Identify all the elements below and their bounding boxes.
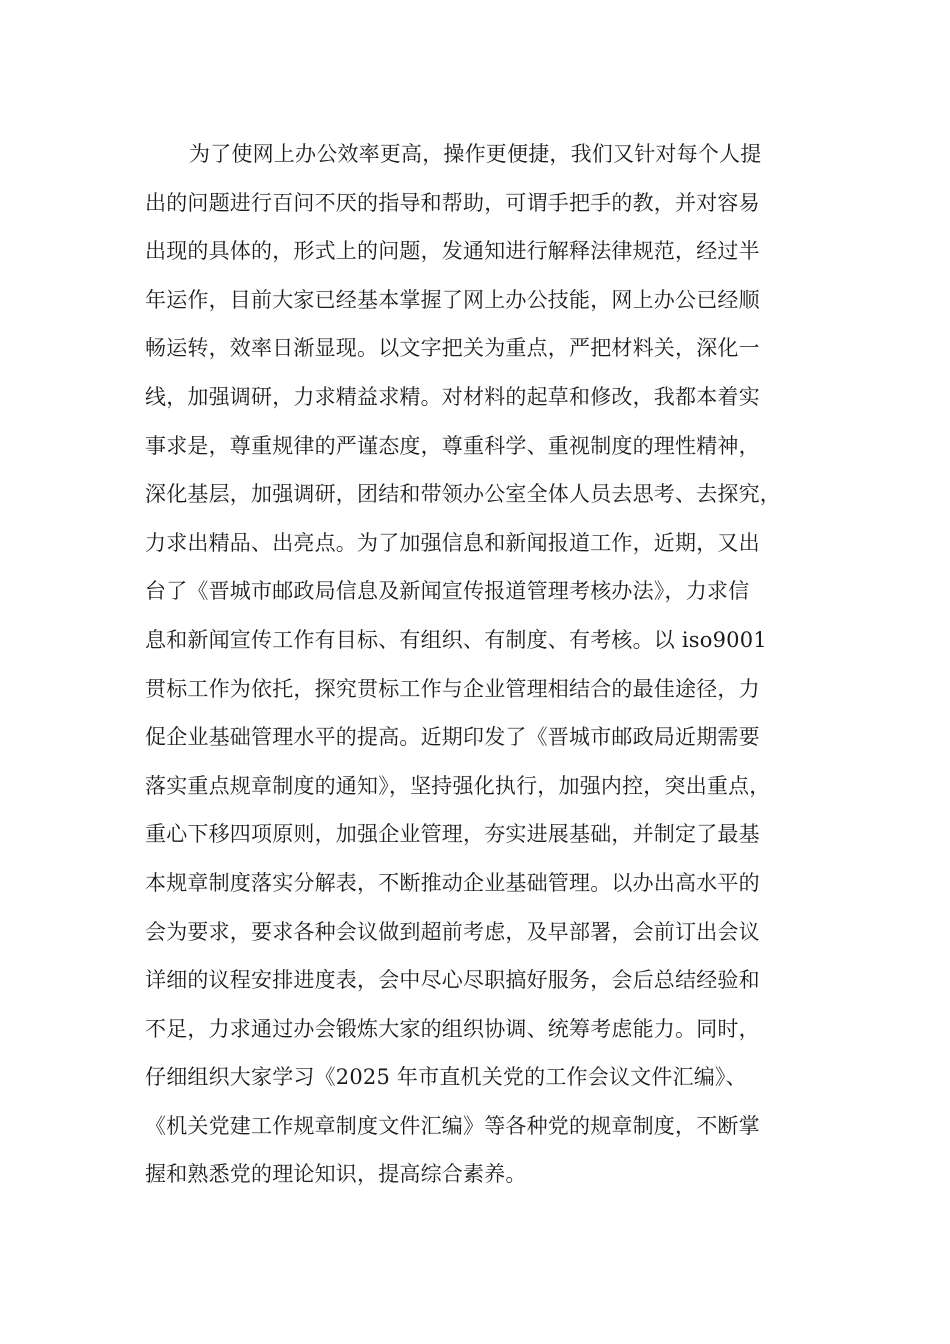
text-line: 《机关党建工作规章制度文件汇编》等各种党的规章制度，不断掌 xyxy=(145,1113,760,1138)
text-line: 息和新闻宣传工作有目标、有组织、有制度、有考核。以 iso9001 xyxy=(145,627,767,652)
text-line: 深化基层，加强调研，团结和带领办公室全体人员去思考、去探究， xyxy=(145,482,781,507)
text-line: 不足，力求通过办会锻炼大家的组织协调、统筹考虑能力。同时， xyxy=(145,1016,760,1041)
text-line: 年运作，目前大家已经基本掌握了网上办公技能，网上办公已经顺 xyxy=(145,287,760,312)
text-line: 畅运转，效率日渐显现。以文字把关为重点，严把材料关，深化一 xyxy=(145,336,760,361)
text-line: 出的问题进行百问不厌的指导和帮助，可谓手把手的教，并对容易 xyxy=(145,190,760,215)
text-line: 线，加强调研，力求精益求精。对材料的起草和修改，我都本着实 xyxy=(145,384,760,409)
text-line: 为了使网上办公效率更高，操作更便捷，我们又针对每个人提 xyxy=(189,142,762,166)
text-line: 台了《晋城市邮政局信息及新闻宣传报道管理考核办法》，力求信 xyxy=(145,579,750,604)
text-line: 详细的议程安排进度表，会中尽心尽职搞好服务，会后总结经验和 xyxy=(145,968,760,993)
text-line: 事求是，尊重规律的严谨态度，尊重科学、重视制度的理性精神， xyxy=(145,433,760,458)
text-line: 仔细组织大家学习《2025 年市直机关党的工作会议文件汇编》、 xyxy=(145,1065,747,1090)
text-line: 握和熟悉党的理论知识，提高综合素养。 xyxy=(145,1162,527,1187)
text-line: 贯标工作为依托，探究贯标工作与企业管理相结合的最佳途径，力 xyxy=(145,676,760,701)
text-line: 落实重点规章制度的通知》，坚持强化执行，加强内控，突出重点， xyxy=(145,773,771,798)
body-paragraph xyxy=(145,130,835,1199)
text-line: 本规章制度落实分解表，不断推动企业基础管理。以办出高水平的 xyxy=(145,870,760,895)
text-line: 会为要求，要求各种会议做到超前考虑，及早部署，会前订出会议 xyxy=(145,919,760,944)
text-line: 力求出精品、出亮点。为了加强信息和新闻报道工作，近期，又出 xyxy=(145,530,760,555)
text-line: 出现的具体的，形式上的问题，发通知进行解释法律规范，经过半 xyxy=(145,239,760,264)
text-line: 重心下移四项原则，加强企业管理，夯实进展基础，并制定了最基 xyxy=(145,822,760,847)
text-line: 促企业基础管理水平的提高。近期印发了《晋城市邮政局近期需要 xyxy=(145,725,760,750)
